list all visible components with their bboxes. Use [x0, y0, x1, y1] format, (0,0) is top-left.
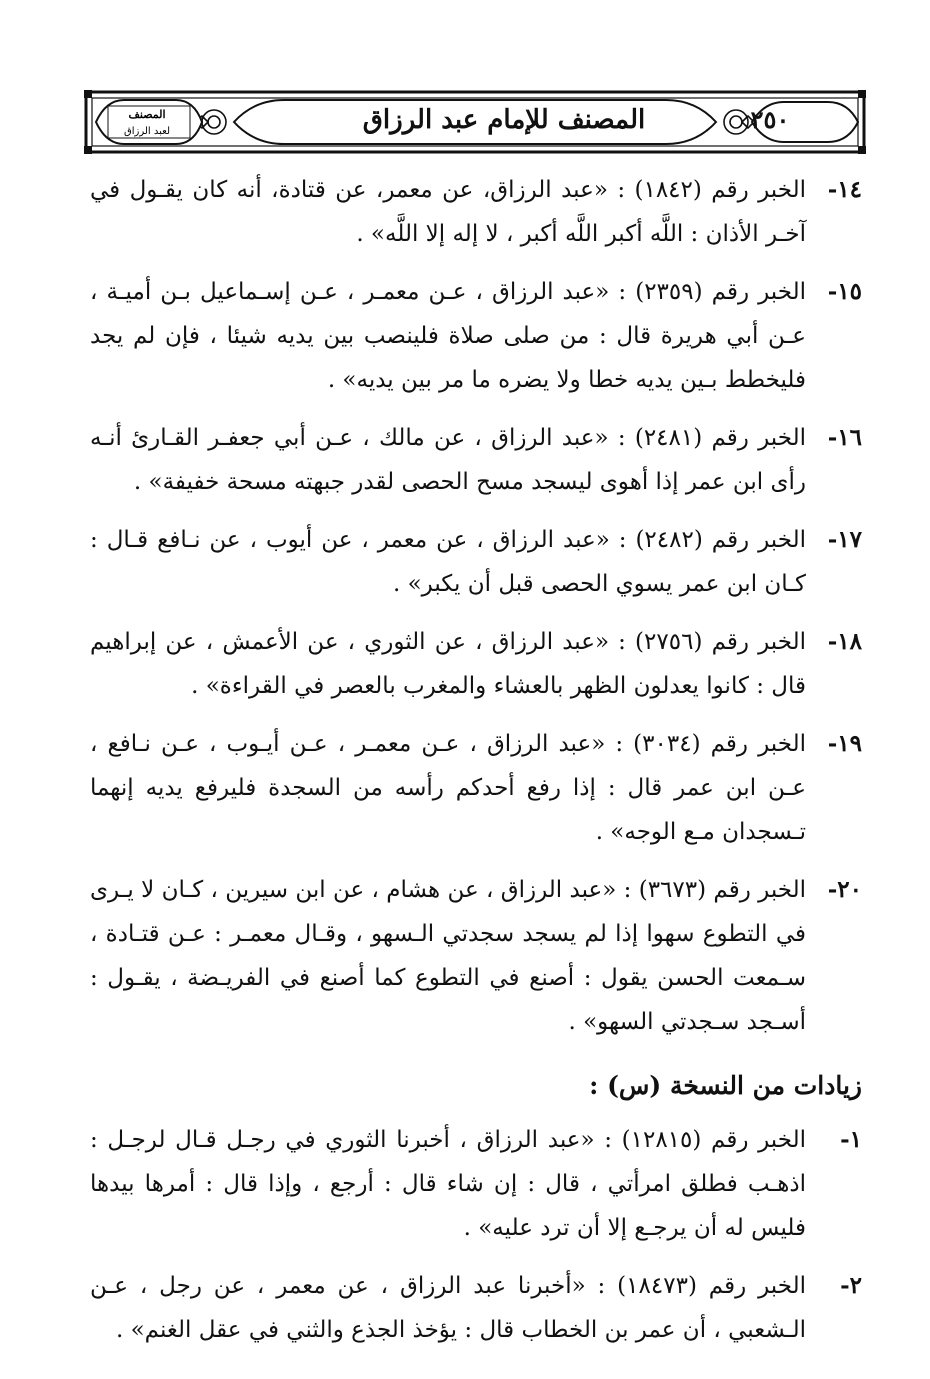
- svg-text:المصنف: المصنف: [128, 108, 166, 121]
- entry-number: ١٥-: [827, 278, 862, 305]
- page-number: ٢٥٠: [750, 105, 790, 134]
- entry-text: الخبر رقم (٢٣٥٩) : «عبد الرزاق ، عـن معمـر ، عـن إسـماعيل بـن أميـة ، عـن أبي هريرة قال : من صلى صلاة فلينصب بين يديه شيئا ، فإن لم يجد فليخطط بـين يديه خطا ولا يضره ما مر بين يديه» .: [90, 279, 807, 393]
- entry-text: الخبر رقم (٣٦٧٣) : «عبد الرزاق ، عن هشام ، عن ابن سيرين ، كـان لا يـرى في التطوع سهوا إذا لم يسجد سجدتي الـسهو ، وقـال معمـر : عـن قتـادة ، سـمعت الحسن يقول : أصنع في التطوع كما أصنع في الفريـضة ، يقـول : أسـجد سـجدتي السهو» .: [90, 877, 807, 1035]
- section-heading: زيادات من النسخة (س) :: [589, 1071, 862, 1100]
- entry-number: ٢٠-: [827, 876, 862, 903]
- page-body: [90, 168, 862, 1366]
- entry-text: الخبر رقم (٢٤٨١) : «عبد الرزاق ، عن مالك ، عـن أبي جعفـر القـارئ أنـه رأى ابن عمر إذا أهوى ليسجد مسح الحصى لقدر جبهته مسحة خفيفة» .: [90, 425, 806, 495]
- entry: [90, 518, 862, 606]
- entry-number: ١٧-: [827, 526, 862, 553]
- addition-entry: [90, 1118, 862, 1250]
- entry-number: ١٤-: [827, 176, 862, 203]
- entry-text: الخبر رقم (١٨٤٧٣) : «أخبرنا عبد الرزاق ، عن معمر ، عن رجل ، عـن الـشعبي ، أن عمر بن الخطاب قال : يؤخذ الجذع والثني في عقل الغنم» .: [90, 1273, 806, 1343]
- entry-number: ١٩-: [827, 730, 862, 757]
- running-title: المصنف للإمام عبد الرزاق: [362, 105, 646, 135]
- entry: [90, 168, 862, 256]
- entry: [90, 722, 862, 854]
- entry-text: الخبر رقم (٣٠٣٤) : «عبد الرزاق ، عـن معمـر ، عـن أيـوب ، عـن نـافع ، عـن ابن عمر قال : إذا رفع أحدكم رأسه من السجدة فليرفع يديه إنهما تـسجدان مـع الوجه» .: [90, 731, 806, 845]
- addition-entry: [90, 1264, 862, 1352]
- entry-number: ١٦-: [827, 424, 862, 451]
- entry: [90, 416, 862, 504]
- entry-text: الخبر رقم (٢٧٥٦) : «عبد الرزاق ، عن الثوري ، عن الأعمش ، عن إبراهيم قال : كانوا يعدلون الظهر بالعشاء والمغرب بالعصر في القراءة» .: [90, 629, 806, 699]
- svg-text:لعبد الرزاق: لعبد الرزاق: [123, 126, 171, 137]
- page-header: [84, 88, 866, 156]
- seal-logo: [104, 98, 190, 142]
- entry: [90, 868, 862, 1044]
- entry: [90, 270, 862, 402]
- entry: [90, 620, 862, 708]
- entry-text: الخبر رقم (١٨٤٢) : «عبد الرزاق، عن معمر، عن قتادة، أنه كان يقـول في آخـر الأذان : اللَّه أكبر اللَّه أكبر ، لا إله إلا اللَّه» .: [90, 177, 806, 247]
- entry-text: الخبر رقم (١٢٨١٥) : «عبد الرزاق ، أخبرنا الثوري في رجـل قـال لرجـل : اذهـب فطلق امرأتي ، قال : إن شاء قال : أرجع ، وإذا قال : أمرها بيدها فليس له أن يرجـع إلا أن ترد عليه» .: [90, 1127, 806, 1241]
- entry-text: الخبر رقم (٢٤٨٢) : «عبد الرزاق ، عن معمر ، عن أيوب ، عن نـافع قـال : كـان ابن عمر يسوي الحصى قبل أن يكبر» .: [90, 527, 806, 597]
- entry-number: ١-: [840, 1126, 862, 1153]
- entry-number: ١٨-: [827, 628, 862, 655]
- entry-number: ٢-: [840, 1272, 862, 1299]
